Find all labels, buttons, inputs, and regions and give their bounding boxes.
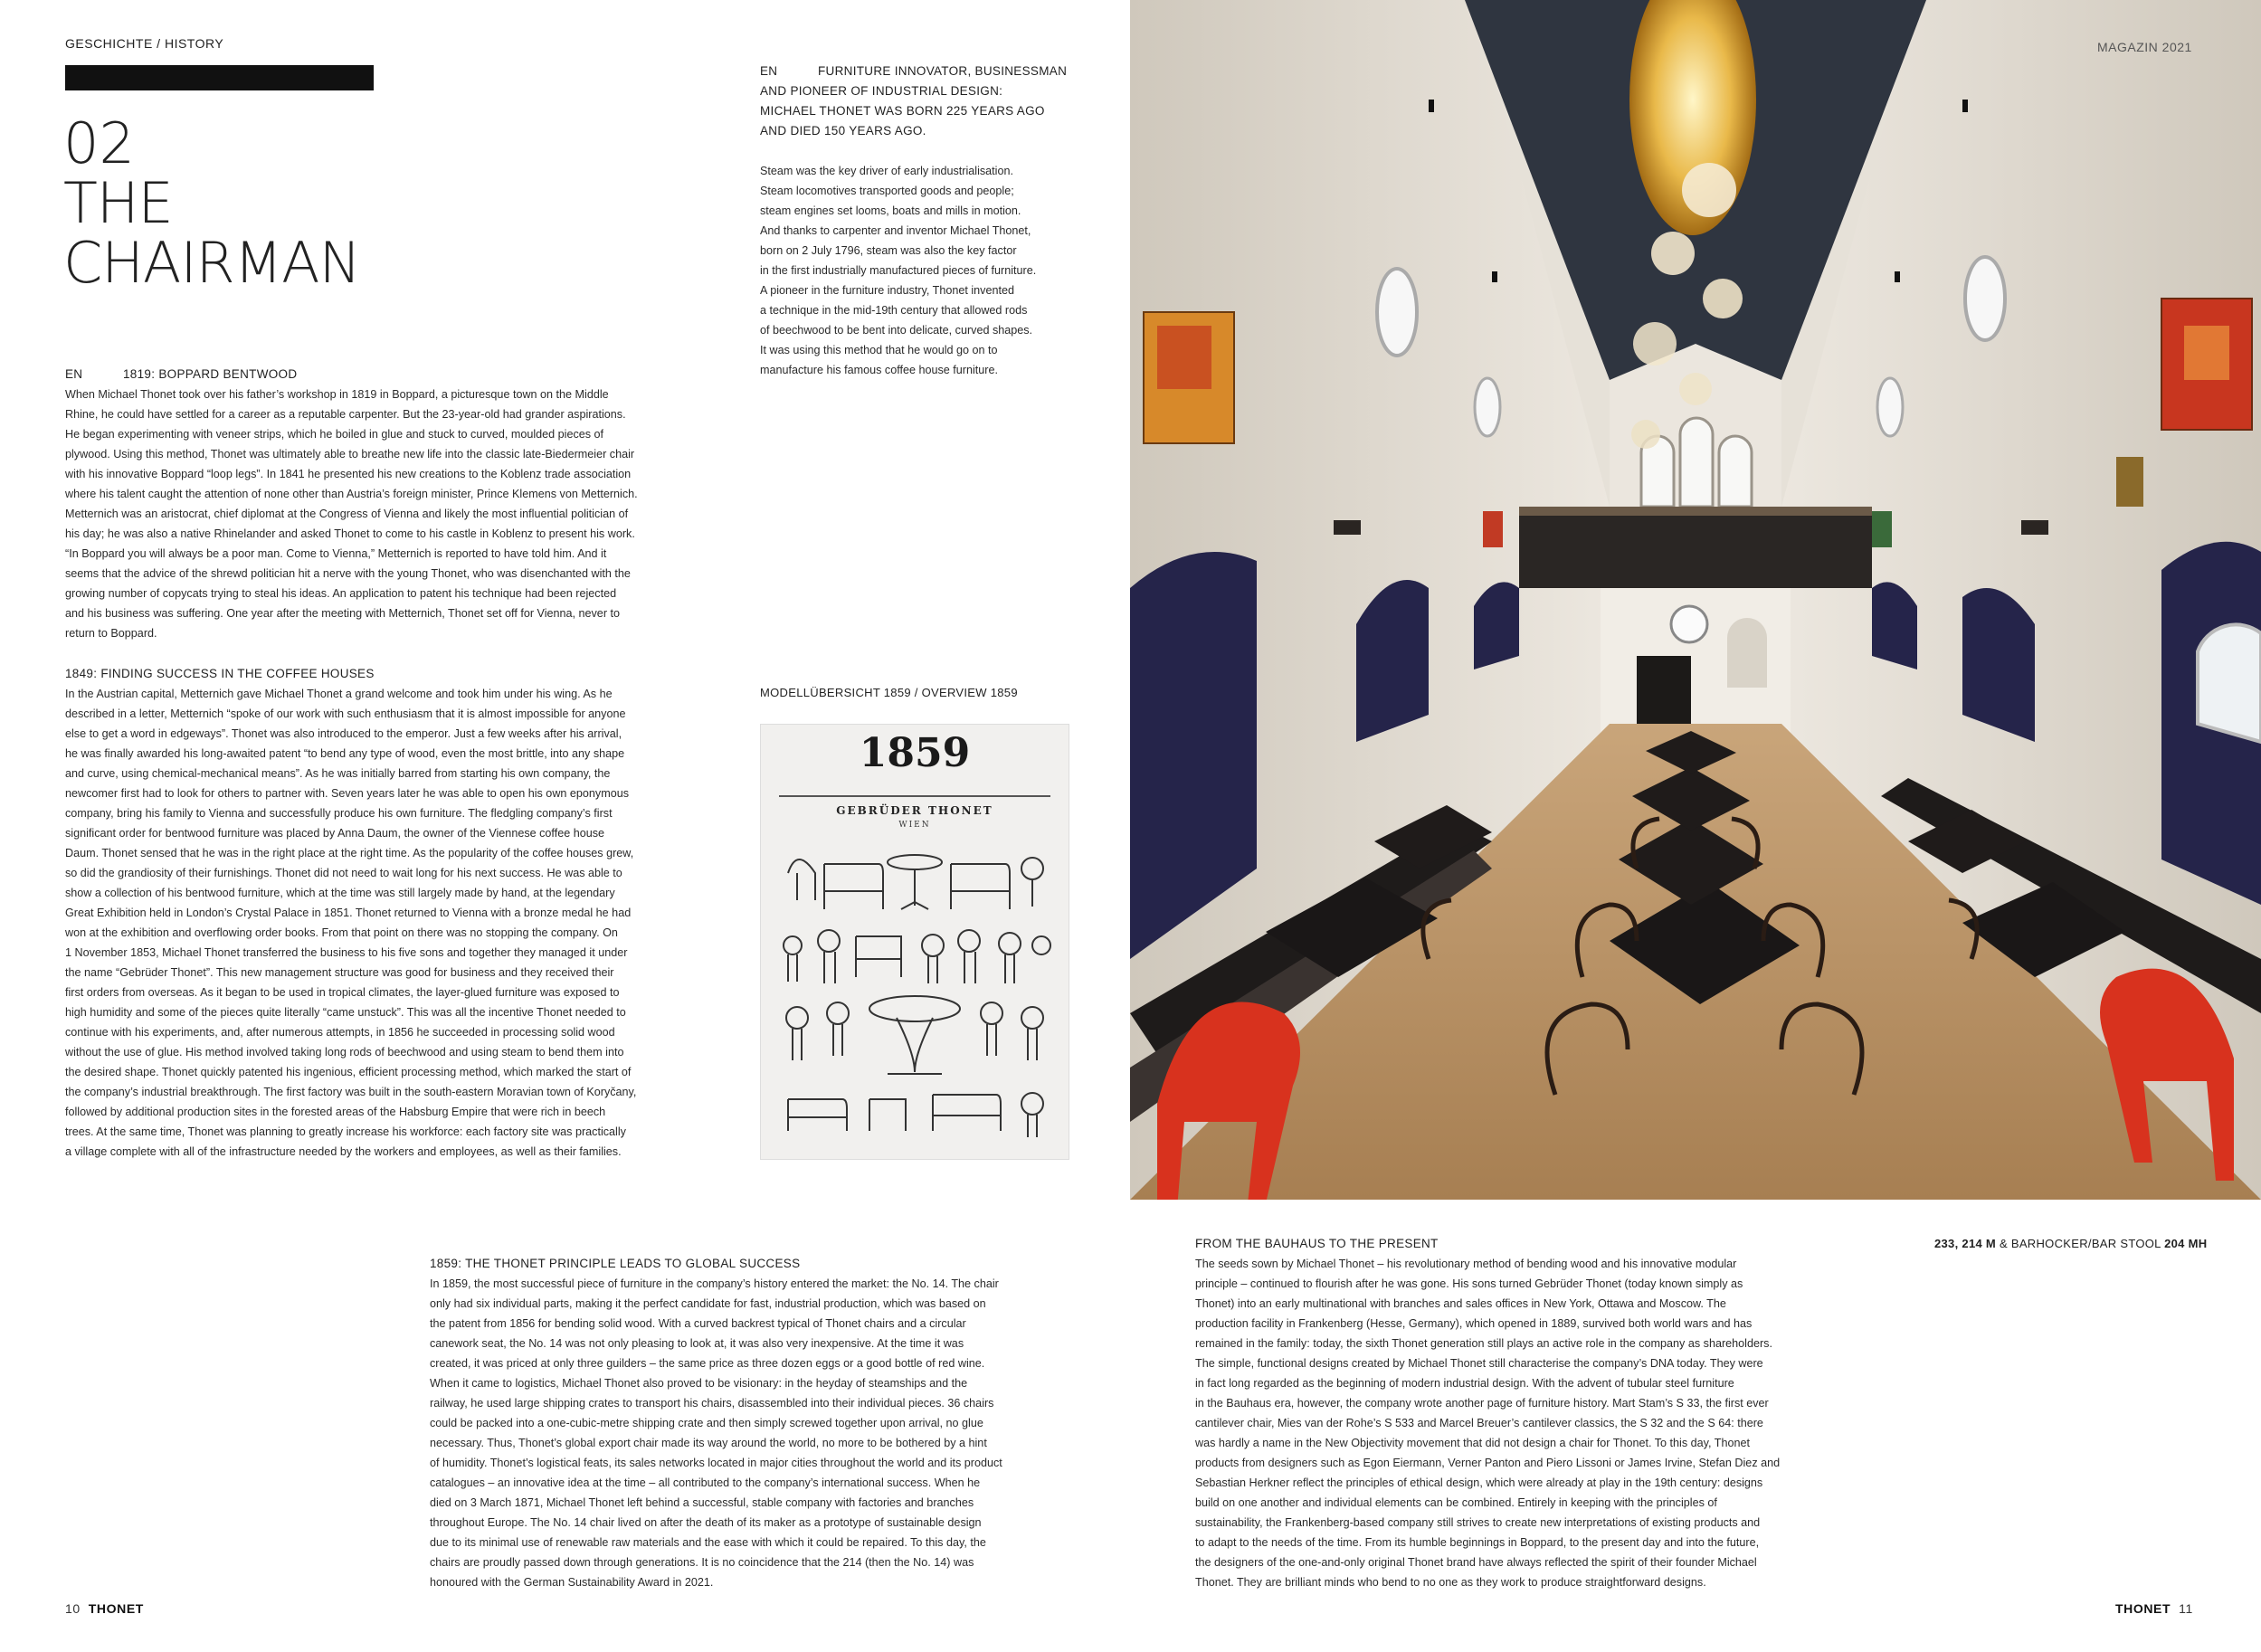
- section-3-line: due to its minimal use of renewable raw materials and the ease with which it could be repaired. To this day, the: [430, 1536, 986, 1549]
- section-4-line: products from designers such as Egon Eiermann, Verner Panton and Piero Lissoni or James Irvine, Stefan Diez and: [1195, 1457, 1781, 1469]
- section-3-line: created, it was priced at only three guilders – the same price as three dozen eggs or a good bottle of red wine.: [430, 1357, 985, 1370]
- catalog-city: WIEN: [898, 821, 931, 830]
- section-1-line: growing number of copycats trying to steal his ideas. An application to patent his technique had been rejected: [65, 587, 617, 600]
- section-label: GESCHICHTE / HISTORY: [65, 36, 224, 51]
- footer-left: [65, 1601, 144, 1616]
- section-1-line: “In Boppard you will always be a poor man. Come to Vienna,” Metternich is reported to have told him. And it: [65, 547, 607, 560]
- photo-credit: [1934, 1237, 2207, 1250]
- section-4-line: remained in the family: today, the sixth Thonet generation still plays an active role in the company as shareholders.: [1195, 1337, 1772, 1350]
- section-2-line: described in a letter, Metternich “spoke of our work with such enthusiasm that it is almost impossible for anyone: [65, 707, 626, 720]
- section-3-line: necessary. Thus, Thonet’s global export chair made its way around the world, no more to be bothered by a hint: [430, 1437, 987, 1449]
- section-2-line: without the use of glue. His method involved taking long rods of beechwood and using steam to bend them into: [65, 1046, 624, 1059]
- intro-body-line: It was using this method that he would go on to: [760, 344, 998, 356]
- section-1-line: Metternich was an aristocrat, chief diplomat at the Congress of Vienna and likely the most influential politician of: [65, 508, 629, 520]
- section-2-line: the name “Gebrüder Thonet”. This new management structure was good for business and they received their: [65, 966, 614, 979]
- section-3-line: only had six individual parts, making it the perfect candidate for fast, industrial production, which was based on: [430, 1297, 986, 1310]
- credit-model-233: 233: [1934, 1237, 1955, 1250]
- section-1-line: with his innovative Boppard “loop legs”. In 1841 he presented his new creations to the Koblenz trade association: [65, 468, 632, 480]
- intro-body-line: in the first industrially manufactured pieces of furniture.: [760, 264, 1037, 277]
- section-1-line: return to Boppard.: [65, 627, 157, 640]
- section-3-line: In 1859, the most successful piece of furniture in the company’s history entered the market: the No. 14. The chair: [430, 1277, 999, 1290]
- section-2-line: followed by additional production sites in the forested areas of the Habsburg Empire that were rich in beech: [65, 1106, 606, 1118]
- page-number: 10: [65, 1601, 81, 1616]
- intro-line: MICHAEL THONET WAS BORN 225 YEARS AGO: [760, 104, 1045, 118]
- section-4-line: build on one another and individual elements can be combined. Entirely in keeping with the principles of: [1195, 1496, 1717, 1509]
- section-2-line: continue with his experiments, and, after numerous attempts, in 1856 he succeeded in processing solid wood: [65, 1026, 615, 1039]
- section-4: [1195, 1234, 1856, 1592]
- section-3-line: chairs are proudly passed down through generations. It is no coincidence that the 214 (then the No. 14) was: [430, 1556, 974, 1569]
- magazine-label: MAGAZIN 2021: [2097, 40, 2192, 54]
- section-3-line: the patent from 1856 for bending solid wood. With a curved backrest typical of Thonet chairs and a circular: [430, 1317, 966, 1330]
- section-3-line: could be packed into a one-cubic-metre shipping crate and then simply screwed together upon arrival, no glue: [430, 1417, 983, 1429]
- section-4-line: to adapt to the needs of the time. From its humble beginnings in Boppard, to the present day and into the future,: [1195, 1536, 1760, 1549]
- catalog-drawings: [770, 837, 1059, 1144]
- chapter-number: 02: [63, 110, 135, 176]
- intro-heading: FURNITURE INNOVATOR, BUSINESSMAN: [818, 64, 1068, 78]
- intro-body-line: Steam locomotives transported goods and people;: [760, 185, 1014, 197]
- catalog-rule: [779, 795, 1050, 797]
- section-3-line: honoured with the German Sustainability Award in 2021.: [430, 1576, 714, 1589]
- section-3-line: died on 3 March 1871, Michael Thonet left behind a successful, stable company with factories and branches: [430, 1496, 974, 1509]
- section-2-line: significant order for bentwood furniture was placed by Anna Daum, the owner of the Viennese coffee house: [65, 827, 605, 840]
- section-2-line: Great Exhibition held in London’s Crystal Palace in 1851. Thonet returned to Vienna with a bronze medal he had: [65, 907, 632, 919]
- section-4-line: the designers of the one-and-only original Thonet brand have always reflected the spirit of their founder Michael: [1195, 1556, 1757, 1569]
- section-4-line: The seeds sown by Michael Thonet – his revolutionary method of bending wood and his innovative modular: [1195, 1258, 1737, 1270]
- section-4-line: cantilever chair, Mies van der Rohe’s S 533 and Marcel Breuer’s cantilever classics, the S 32 and the S 64: there: [1195, 1417, 1763, 1429]
- intro-body-line: of beechwood to be bent into delicate, curved shapes.: [760, 324, 1033, 337]
- section-4-line: principle – continued to flourish after he was gone. His sons turned Gebrüder Thonet (today known simply as: [1195, 1277, 1743, 1290]
- section-3-line: throughout Europe. The No. 14 chair lived on after the death of its maker as a prototype of sustainable design: [430, 1516, 982, 1529]
- section-2-line: won at the exhibition and overflowing order books. From that point on there was no stopping the company. On: [65, 926, 618, 939]
- intro-line: AND DIED 150 YEARS AGO.: [760, 124, 926, 138]
- section-2-line: In the Austrian capital, Metternich gave Michael Thonet a grand welcome and took him under his wing. As he: [65, 688, 613, 700]
- section-1-line: and his business was suffering. One year after the meeting with Metternich, Thonet set off for Vienna, never to: [65, 607, 621, 620]
- section-4-line: Thonet. They are brilliant minds who bend to no one as they work to produce straightforward designs.: [1195, 1576, 1706, 1589]
- section-1-line: seems that the advice of the shrewd politician hit a nerve with the young Thonet, who was disenchanted with the: [65, 567, 631, 580]
- catalog-image: [760, 724, 1069, 1160]
- section-3-line: railway, he used large shipping crates to transport his chairs, disassembled into their individual pieces. 36 chairs: [430, 1397, 994, 1410]
- cafe-photo: [1130, 0, 2261, 1200]
- intro-line: AND PIONEER OF INDUSTRIAL DESIGN:: [760, 84, 1003, 98]
- intro-body-line: born on 2 July 1796, steam was also the key factor: [760, 244, 1017, 257]
- credit-separator: ,: [1954, 1237, 1962, 1250]
- section-1-heading: 1819: BOPPARD BENTWOOD: [123, 367, 298, 381]
- intro-body-line: Steam was the key driver of early industrialisation.: [760, 165, 1013, 177]
- title-bar: [65, 65, 374, 90]
- section-2-line: and curve, using chemical-mechanical means”. As he was initially barred from starting his own company, the: [65, 767, 611, 780]
- section-1-line: his day; he was also a native Rhinelander and asked Thonet to come to his castle in Koblenz to present his work.: [65, 527, 635, 540]
- section-2-line: 1 November 1853, Michael Thonet transferred the business to his five sons and together they managed it under: [65, 946, 628, 959]
- section-1-line: When Michael Thonet took over his father’s workshop in 1819 in Boppard, a picturesque town on the Middle: [65, 388, 609, 401]
- intro-block: [760, 62, 1067, 141]
- section-2-line: newcomer first had to look for others to partner with. Seven years later he was able to open his own eponymous: [65, 787, 630, 800]
- credit-model-214m: 214 M: [1962, 1237, 1997, 1250]
- catalog-header: GEBRÜDER THONET: [836, 804, 993, 817]
- intro-body-line: manufacture his famous coffee house furniture.: [760, 364, 998, 376]
- footer-right: [2115, 1601, 2193, 1616]
- page-number: 11: [2179, 1601, 2193, 1616]
- section-4-line: was hardly a name in the New Objectivity movement that did not design a chair for Thonet. To this day, Thonet: [1195, 1437, 1750, 1449]
- intro-body-line: steam engines set looms, boats and mills in motion.: [760, 204, 1021, 217]
- lang-tag: EN: [760, 64, 778, 78]
- section-2-line: first orders from overseas. As it began to be used in tropical climates, the layer-glued furniture was exposed to: [65, 986, 620, 999]
- figure-caption: MODELLÜBERSICHT 1859 / OVERVIEW 1859: [760, 686, 1018, 699]
- section-3-line: catalogues – an innovative idea at the time – all contributed to the company’s international success. When he: [430, 1476, 981, 1489]
- section-2-line: high humidity and some of the pieces quite literally “came unstuck”. This was all the incentive Thonet needed to: [65, 1006, 626, 1019]
- intro-body-line: a technique in the mid-19th century that allowed rods: [760, 304, 1028, 317]
- section-2-line: trees. At the same time, Thonet was planning to greatly increase his workforce: each factory site was practically: [65, 1125, 626, 1138]
- section-3: [430, 1254, 1081, 1592]
- section-2-line: the desired shape. Thonet quickly patented his ingenious, efficient processing method, which marked the start of: [65, 1066, 632, 1078]
- section-1-line: where his talent caught the attention of none other than Austria’s foreign minister, Prince Klemens von Metternich.: [65, 488, 638, 500]
- page-title-line2: CHAIRMAN: [63, 230, 360, 296]
- section-2-line: else to get a word in edgeways”. Thonet was also introduced to the emperor. Just a few weeks after his arrival,: [65, 727, 622, 740]
- section-2-line: company, bring his family to Vienna and successfully produce his own furniture. The fledgling company’s first: [65, 807, 613, 820]
- lang-tag: EN: [65, 367, 83, 381]
- section-4-line: The simple, functional designs created by Michael Thonet still characterise the company’s DNA today. They were: [1195, 1357, 1763, 1370]
- section-2-line: he was finally awarded his long-awaited patent “to bend any type of wood, even the most brittle, into any shape: [65, 747, 625, 760]
- intro-body: [760, 161, 1036, 380]
- section-2-line: so did the grandiosity of their furnishings. Thonet did not need to wait long for his next success. He was able to: [65, 867, 622, 879]
- section-3-heading: 1859: THE THONET PRINCIPLE LEADS TO GLOBAL SUCCESS: [430, 1257, 801, 1270]
- section-3-line: of humidity. Thonet’s logistical feats, its sales networks located in major cities throughout the world and its product: [430, 1457, 1002, 1469]
- section-1-line: plywood. Using this method, Thonet was ultimately able to breathe new life into the classic late-Biedermeier chair: [65, 448, 635, 460]
- intro-body-line: And thanks to carpenter and inventor Michael Thonet,: [760, 224, 1031, 237]
- catalog-year: 1859: [859, 730, 971, 776]
- footer-brand: THONET: [2115, 1601, 2171, 1616]
- section-2-line: the company’s industrial breakthrough. The first factory was built in the south-eastern Moravian town of Koryčany,: [65, 1086, 637, 1098]
- section-2-line: show a collection of his bentwood furniture, which at the time was still largely made by hand, at the legendary: [65, 887, 615, 899]
- section-1-line: Rhine, he could have settled for a career as a reputable carpenter. But the 23-year-old had grander aspirations.: [65, 408, 626, 421]
- page-title-line1: THE: [63, 170, 173, 236]
- section-4-line: Sebastian Herkner reflect the principles of ethical design, which were already at play in the 19th century: designs: [1195, 1476, 1763, 1489]
- cafe-photo-drawing: [1130, 0, 2261, 1200]
- credit-mid: & BARHOCKER/BAR STOOL: [1996, 1237, 2165, 1250]
- intro-body-line: A pioneer in the furniture industry, Thonet invented: [760, 284, 1014, 297]
- section-4-line: Thonet) into an early multinational with branches and sales offices in New York, Ottawa and Moscow. The: [1195, 1297, 1726, 1310]
- section-4-line: in fact long regarded as the beginning of modern industrial design. With the advent of tubular steel furniture: [1195, 1377, 1734, 1390]
- section-1-line: He began experimenting with veneer strips, which he boiled in glue and stuck to curved, moulded pieces of: [65, 428, 604, 441]
- credit-model-204mh: 204 MH: [2164, 1237, 2208, 1250]
- section-3-line: canework seat, the No. 14 was not only pleasing to look at, it was also very inexpensive. At the time it was: [430, 1337, 964, 1350]
- section-4-line: in the Bauhaus era, however, the company wrote another page of furniture history. Mart Stam’s S 33, the first ever: [1195, 1397, 1769, 1410]
- section-4-line: sustainability, the Frankenberg-based company still strives to create new interpretations of existing products and: [1195, 1516, 1761, 1529]
- section-2-heading: 1849: FINDING SUCCESS IN THE COFFEE HOUSES: [65, 667, 375, 680]
- section-1: [65, 365, 717, 643]
- section-3-line: When it came to logistics, Michael Thonet also proved to be visionary: in the heyday of steamships and the: [430, 1377, 968, 1390]
- footer-brand: THONET: [88, 1601, 144, 1616]
- section-2-line: Daum. Thonet sensed that he was in the right place at the right time. As the popularity of the coffee houses grew,: [65, 847, 634, 859]
- section-4-heading: FROM THE BAUHAUS TO THE PRESENT: [1195, 1237, 1439, 1250]
- section-2-line: a village complete with all of the infrastructure needed by the workers and employees, as well as their families.: [65, 1145, 622, 1158]
- section-4-line: production facility in Frankenberg (Hesse, Germany), which opened in 1889, survived both world wars and has: [1195, 1317, 1753, 1330]
- section-2: [65, 664, 717, 1162]
